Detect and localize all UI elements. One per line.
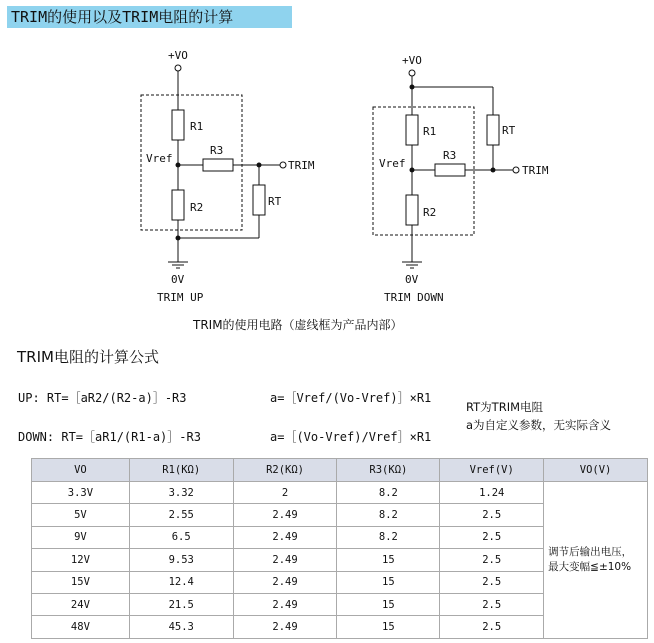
cell-r3: 15 [337, 616, 440, 638]
down-r2-label: R2 [423, 206, 437, 219]
cell-r1: 45.3 [129, 616, 233, 638]
cell-r2: 2.49 [233, 571, 337, 593]
down-vo-label: +VO [402, 54, 422, 67]
cell-r1: 12.4 [129, 571, 233, 593]
cell-vref: 2.5 [440, 593, 544, 615]
cell-r1: 3.32 [129, 482, 233, 504]
cell-r2: 2 [233, 482, 337, 504]
page-title: TRIM的使用以及TRIM电阻的计算 [7, 6, 292, 28]
up-vref-label: Vref [146, 152, 173, 165]
note-line-1: 调节后输出电压， [548, 545, 633, 558]
cell-r1: 2.55 [129, 504, 233, 526]
cell-r3: 15 [337, 549, 440, 571]
formula-note-a: a为自定义参数，无实际含义 [466, 418, 612, 432]
header-vo: VO [32, 459, 130, 482]
table-header-row [32, 459, 648, 482]
cell-r2: 2.49 [233, 526, 337, 548]
header-r3: R3(KΩ) [337, 459, 440, 482]
cell-vo: 24V [32, 593, 130, 615]
cell-vref: 1.24 [440, 482, 544, 504]
down-vref-label: Vref [379, 157, 406, 170]
header-vo-range: VO(V) [544, 459, 648, 482]
header-vref: Vref(V) [440, 459, 544, 482]
formula-up-a: a=［Vref/(Vo-Vref)］×R1 [270, 391, 432, 405]
section-title: TRIM电阻的计算公式 [17, 348, 159, 366]
cell-r3: 8.2 [337, 504, 440, 526]
cell-vo: 48V [32, 616, 130, 638]
cell-r3: 15 [337, 571, 440, 593]
cell-vref: 2.5 [440, 616, 544, 638]
cell-vref: 2.5 [440, 549, 544, 571]
formula-up-rt: UP: RT=［aR2/(R2-a)］-R3 [18, 391, 187, 405]
down-caption: TRIM DOWN [384, 291, 444, 304]
cell-vo: 9V [32, 526, 130, 548]
cell-r3: 8.2 [337, 526, 440, 548]
down-rt-label: RT [502, 124, 516, 137]
cell-r2: 2.49 [233, 616, 337, 638]
cell-r3: 15 [337, 593, 440, 615]
cell-vo: 3.3V [32, 482, 130, 504]
up-gnd-label: 0V [171, 273, 185, 286]
up-vo-label: +VO [168, 49, 188, 62]
up-caption: TRIM UP [157, 291, 204, 304]
up-rt-label: RT [268, 195, 282, 208]
formula-note-rt: RT为TRIM电阻 [466, 400, 544, 414]
down-r3-label: R3 [443, 149, 457, 162]
up-r2-label: R2 [190, 201, 204, 214]
up-r3-label: R3 [210, 144, 224, 157]
cell-r2: 2.49 [233, 504, 337, 526]
header-r2: R2(KΩ) [233, 459, 337, 482]
cell-r1: 9.53 [129, 549, 233, 571]
cell-vo-note [544, 482, 648, 639]
down-gnd-label: 0V [405, 273, 419, 286]
cell-r1: 21.5 [129, 593, 233, 615]
trim-circuits-diagram [0, 40, 654, 340]
down-r1-label: R1 [423, 125, 437, 138]
table-row [32, 482, 648, 504]
cell-vo: 15V [32, 571, 130, 593]
cell-vref: 2.5 [440, 504, 544, 526]
figure-caption: TRIM的使用电路（虚线框为产品内部） [193, 318, 403, 332]
header-r1: R1(KΩ) [129, 459, 233, 482]
cell-vref: 2.5 [440, 526, 544, 548]
formula-down-a: a=［(Vo-Vref)/Vref］×R1 [270, 430, 432, 444]
formula-down-rt: DOWN: RT=［aR1/(R1-a)］-R3 [18, 430, 201, 444]
cell-r2: 2.49 [233, 593, 337, 615]
cell-r1: 6.5 [129, 526, 233, 548]
note-line-2: 最大变幅≦±10% [548, 560, 632, 573]
cell-vo: 12V [32, 549, 130, 571]
cell-r3: 8.2 [337, 482, 440, 504]
resistor-table [31, 458, 648, 639]
up-trim-label: TRIM [288, 159, 315, 172]
down-trim-label: TRIM [522, 164, 549, 177]
cell-r2: 2.49 [233, 549, 337, 571]
up-r1-label: R1 [190, 120, 204, 133]
cell-vref: 2.5 [440, 571, 544, 593]
cell-vo: 5V [32, 504, 130, 526]
